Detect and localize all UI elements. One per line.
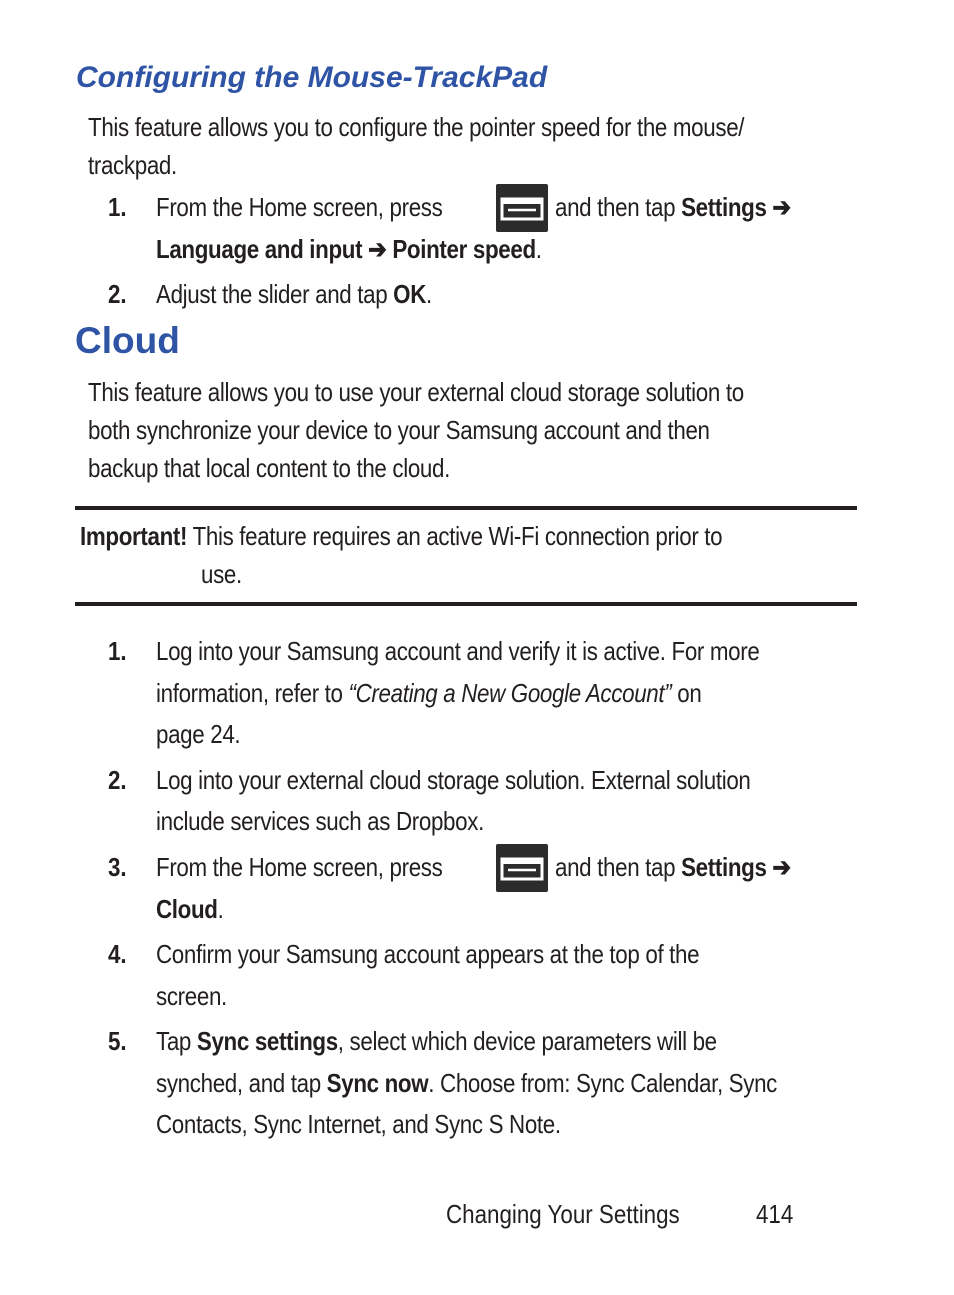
intro-text: trackpad. [88,150,177,180]
note-bottom-rule [75,602,857,606]
pointer-speed-label: Pointer speed [392,234,536,264]
arrow-icon: ➔ [368,234,387,264]
step-text-part: . Choose from: Sync Calendar, Sync [428,1068,778,1098]
step-text: screen. [156,981,227,1011]
step-text: include services such as Dropbox. [156,806,484,836]
section-heading-mouse-trackpad: Configuring the Mouse-TrackPad [76,61,548,94]
settings-label: Settings [681,852,767,882]
page-number: 414 [756,1199,794,1229]
arrow-icon: ➔ [772,192,791,222]
step-number: 2. [108,765,127,795]
step-text-part: . [217,894,224,924]
step-text [156,676,701,710]
step-text [156,277,432,311]
step-text-part: . [535,234,542,264]
step-text [156,232,542,266]
intro-text: This feature allows you to configure the pointer speed for the mouse/ [88,112,745,142]
sync-settings-label: Sync settings [196,1026,338,1056]
sync-now-label: Sync now [326,1068,429,1098]
language-input-label: Language and input [156,234,363,264]
step-text-part: and then tap [555,852,682,882]
step-number: 1. [108,636,127,666]
ok-label: OK [393,279,427,309]
step-text: Log into your external cloud storage solution. External solution [156,765,751,795]
footer-section-title: Changing Your Settings [446,1199,680,1229]
step-text: Confirm your Samsung account appears at the top of the [156,939,700,969]
settings-label: Settings [681,192,767,222]
step-text-part: on [671,678,702,708]
step-number: 3. [108,852,127,882]
step-text [156,850,442,884]
step-text [156,190,442,224]
note-text: This feature requires an active Wi-Fi connection prior to [187,521,723,551]
step-number: 1. [108,192,127,222]
important-note: use. [201,559,242,589]
important-note [80,519,722,553]
menu-key-icon [496,844,548,892]
intro-text: This feature allows you to use your external cloud storage solution to [88,377,744,407]
arrow-icon: ➔ [772,852,791,882]
step-number: 4. [108,939,127,969]
cloud-label: Cloud [156,894,218,924]
menu-key-icon [496,184,548,232]
section-heading-cloud: Cloud [75,320,180,361]
step-text-part: From the Home screen, press [156,852,443,882]
note-top-rule [75,506,857,510]
step-text-part: From the Home screen, press [156,192,443,222]
step-text: Log into your Samsung account and verify it is active. For more [156,636,760,666]
step-text [156,1024,717,1058]
step-text: Contacts, Sync Internet, and Sync S Note. [156,1109,561,1139]
step-number: 5. [108,1026,127,1056]
step-number: 2. [108,279,127,309]
step-text-part: , select which device parameters will be [337,1026,717,1056]
step-text [555,850,791,884]
cross-reference[interactable]: “Creating a New Google Account” [348,678,672,708]
step-text-part: synched, and tap [156,1068,327,1098]
intro-text: backup that local content to the cloud. [88,453,450,483]
step-text-part: information, refer to [156,678,349,708]
step-text-part: Adjust the slider and tap [156,279,394,309]
step-text [156,892,223,926]
intro-text: both synchronize your device to your Samsung account and then [88,415,710,445]
step-text-part: . [426,279,432,309]
step-text [555,190,791,224]
important-label: Important! [80,521,188,551]
step-text: page 24. [156,719,241,749]
step-text-part: and then tap [555,192,682,222]
step-text [156,1066,777,1100]
step-text-part: Tap [156,1026,197,1056]
